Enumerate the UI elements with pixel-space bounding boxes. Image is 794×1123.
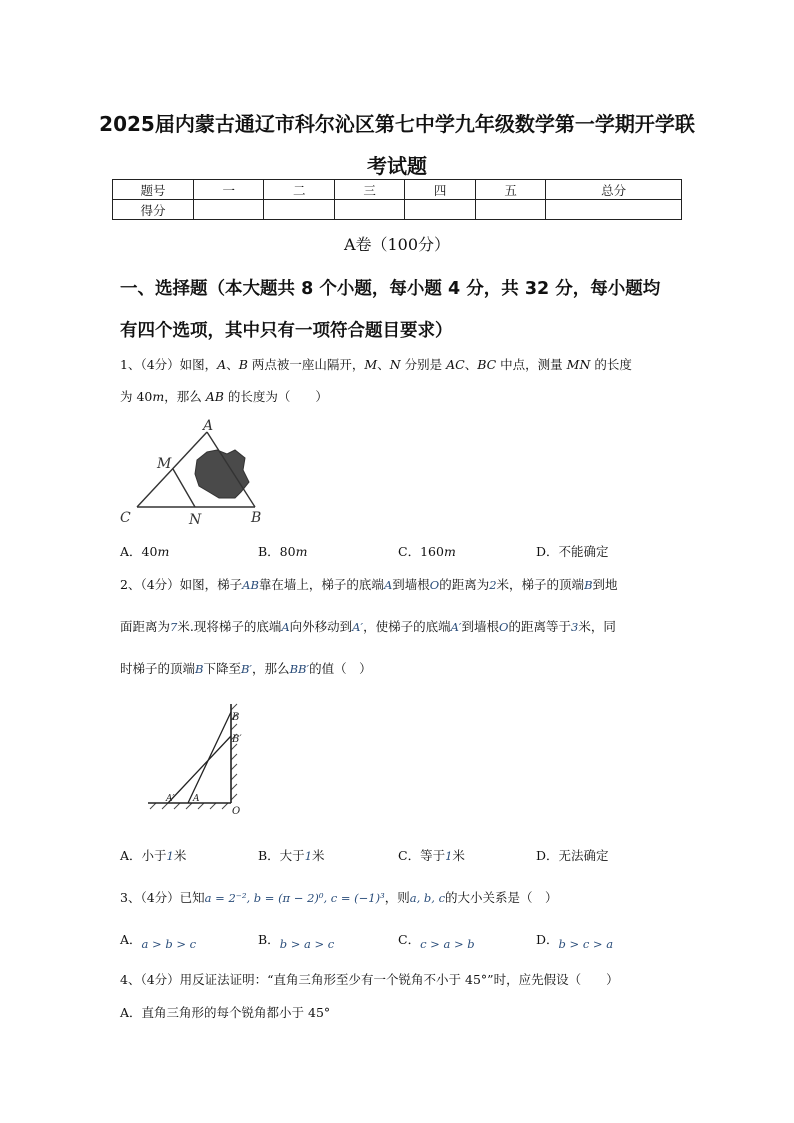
label-a: A bbox=[193, 794, 200, 804]
q2-text: 到墙根 bbox=[461, 619, 500, 634]
q1-var: M bbox=[364, 357, 378, 372]
q2-text: ，那么 bbox=[252, 661, 290, 676]
score-table-cell: 二 bbox=[264, 180, 334, 200]
question-2-line-3 bbox=[120, 659, 372, 677]
section-a-heading: A卷（100分） bbox=[343, 235, 451, 254]
q1-text: 、 bbox=[377, 357, 390, 372]
q1-var: AB bbox=[205, 389, 224, 404]
score-table-cell: 四 bbox=[405, 180, 475, 200]
q2-text: 向外移动到 bbox=[289, 619, 353, 634]
q2-option-c[interactable] bbox=[398, 846, 465, 864]
option-unit: m bbox=[295, 544, 308, 559]
q1-text: 、 bbox=[226, 357, 239, 372]
q3-text: ，则 bbox=[384, 890, 410, 905]
q1-option-d[interactable] bbox=[536, 542, 609, 560]
label-b: B bbox=[232, 712, 240, 723]
part-one-heading-cont: 有四个选项，其中只有一项符合题目要求） bbox=[120, 321, 453, 341]
q2-math: 3 bbox=[570, 620, 579, 634]
q2-option-b[interactable] bbox=[258, 846, 325, 864]
option-math: b > a > c bbox=[279, 937, 335, 951]
q1-figure-triangle-mountain bbox=[115, 412, 275, 530]
q1-text: 中点，测量 bbox=[496, 357, 567, 372]
score-table-header-row bbox=[113, 180, 682, 200]
label-m: M bbox=[157, 456, 172, 472]
score-table-cell: 三 bbox=[334, 180, 404, 200]
q2-text: 的值（ ） bbox=[309, 661, 372, 676]
option-math: a > b > c bbox=[141, 937, 197, 951]
ground-hatch bbox=[150, 803, 228, 809]
option-label: C．等于 bbox=[398, 848, 446, 863]
q2-math: A bbox=[281, 620, 290, 634]
q1-unit: m bbox=[152, 389, 165, 404]
q2-text: 到墙根 bbox=[392, 577, 430, 592]
q3-text: 3、（4分）已知 bbox=[120, 890, 205, 905]
q2-math: B′ bbox=[240, 662, 253, 676]
option-unit: m bbox=[443, 544, 456, 559]
q2-math: O bbox=[499, 620, 509, 634]
q1-var: B bbox=[238, 357, 248, 372]
midline-mn bbox=[173, 469, 195, 507]
q2-math: 7 bbox=[170, 620, 178, 634]
score-table-cell: 一 bbox=[194, 180, 264, 200]
label-o: O bbox=[232, 806, 241, 817]
q1-option-c[interactable] bbox=[398, 542, 456, 560]
q3-variables: a, b, c bbox=[409, 891, 446, 905]
q2-math: BB′ bbox=[289, 662, 310, 676]
q1-var: BC bbox=[477, 357, 497, 372]
q1-text: ，那么 bbox=[164, 389, 206, 404]
score-blank-cell bbox=[264, 200, 334, 220]
label-a: A bbox=[203, 418, 214, 434]
q3-option-b[interactable] bbox=[258, 930, 335, 951]
document-title: 2025届内蒙古通辽市科尔沁区第七中学九年级数学第一学期开学联 bbox=[99, 112, 695, 136]
q1-text: 两点被一座山隔开， bbox=[247, 357, 365, 372]
q1-text: 为 40 bbox=[120, 389, 153, 404]
document-title-cont: 考试题 bbox=[367, 154, 427, 178]
q1-text: 、 bbox=[464, 357, 478, 372]
q2-text: 米.现将梯子的底端 bbox=[177, 619, 282, 634]
option-math: 1 bbox=[445, 849, 453, 863]
q2-text: 的距离等于 bbox=[508, 619, 571, 634]
q2-math: A′ bbox=[352, 620, 364, 634]
q2-figure-ladder bbox=[128, 700, 258, 818]
question-4: 4、（4分）用反证法证明：“直角三角形至少有一个锐角不小于 45°”时，应先假设（ ） bbox=[120, 972, 619, 987]
score-blank-cell bbox=[194, 200, 264, 220]
q1-text: 的长度 bbox=[590, 357, 632, 372]
option-label: A． bbox=[120, 932, 142, 947]
question-3 bbox=[120, 888, 558, 906]
part-one-heading: 一、选择题（本大题共 8 个小题，每小题 4 分，共 32 分，每小题均 bbox=[120, 279, 661, 299]
option-label: D．不能确定 bbox=[536, 544, 609, 559]
question-2-line-1 bbox=[120, 575, 618, 593]
score-blank-cell bbox=[475, 200, 545, 220]
option-label: D． bbox=[536, 932, 559, 947]
option-math: 1 bbox=[304, 849, 313, 863]
option-label: B．大于 bbox=[258, 848, 305, 863]
question-1-line-2 bbox=[120, 387, 328, 405]
option-label: A．小于 bbox=[120, 848, 167, 863]
option-label: D．无法确定 bbox=[536, 848, 609, 863]
label-a-prime: A′ bbox=[166, 794, 175, 804]
option-text: 米 bbox=[173, 848, 187, 863]
score-blank-cell bbox=[334, 200, 404, 220]
q2-text: 下降至 bbox=[203, 661, 241, 676]
ladder-ab bbox=[188, 712, 231, 803]
score-table bbox=[112, 179, 682, 220]
option-math: c > a > b bbox=[420, 937, 475, 951]
q2-option-d[interactable] bbox=[536, 846, 609, 864]
q2-text: ，使梯子的底端 bbox=[363, 619, 451, 634]
q2-math: B bbox=[195, 662, 204, 676]
label-b: B bbox=[251, 510, 262, 526]
q1-var: N bbox=[389, 357, 401, 372]
q2-math: O bbox=[429, 578, 440, 592]
option-text: 米 bbox=[452, 848, 465, 863]
q1-var: A bbox=[217, 357, 227, 372]
option-text: 米 bbox=[312, 848, 325, 863]
q2-math: 2 bbox=[489, 578, 497, 592]
q2-text: 米，梯子的顶端 bbox=[496, 577, 585, 592]
q3-option-d[interactable] bbox=[536, 930, 614, 951]
question-1-line-1 bbox=[120, 355, 632, 373]
score-table-cell: 总分 bbox=[546, 180, 682, 200]
score-blank-cell bbox=[405, 200, 475, 220]
option-math: 1 bbox=[166, 849, 174, 863]
q1-option-b[interactable] bbox=[258, 542, 307, 560]
q3-option-c[interactable] bbox=[398, 930, 475, 951]
q1-option-a[interactable] bbox=[120, 542, 169, 560]
q2-math: A′ bbox=[450, 620, 462, 634]
score-blank-cell bbox=[546, 200, 682, 220]
option-label: A．40 bbox=[120, 544, 158, 559]
score-table-score-row bbox=[113, 200, 682, 220]
q1-text: 1、（4分）如图， bbox=[120, 357, 218, 372]
q2-math: B bbox=[584, 578, 593, 592]
q3-text: 的大小关系是（ ） bbox=[445, 890, 558, 905]
q1-var: AC bbox=[446, 357, 465, 372]
question-2-line-2 bbox=[120, 617, 616, 635]
q2-text: 2、（4分）如图，梯子 bbox=[120, 577, 243, 592]
q1-text: 的长度为（ ） bbox=[223, 389, 328, 404]
option-label: C． bbox=[398, 932, 421, 947]
ladder-apbp bbox=[168, 736, 231, 803]
mountain-shape bbox=[195, 450, 249, 498]
label-c: C bbox=[120, 510, 131, 526]
q1-text: 分别是 bbox=[400, 357, 447, 372]
score-table-cell: 五 bbox=[475, 180, 545, 200]
score-table-cell: 题号 bbox=[113, 180, 194, 200]
q2-text: 面距离为 bbox=[120, 619, 171, 634]
q2-text: 米，同 bbox=[578, 619, 616, 634]
q3-option-a[interactable] bbox=[120, 930, 197, 951]
q2-option-a[interactable] bbox=[120, 846, 186, 864]
score-table-cell: 得分 bbox=[113, 200, 194, 220]
option-label: B．80 bbox=[258, 544, 296, 559]
label-b-prime: B′ bbox=[232, 734, 242, 745]
q2-text: 靠在墙上，梯子的底端 bbox=[258, 577, 384, 592]
label-n: N bbox=[189, 512, 202, 528]
q3-expression: a = 2⁻², b = (π − 2)⁰, c = (−1)³ bbox=[204, 891, 385, 905]
q2-math: A bbox=[383, 578, 393, 592]
option-math: b > c > a bbox=[558, 937, 614, 951]
option-label: B． bbox=[258, 932, 280, 947]
q2-text: 到地 bbox=[592, 577, 618, 592]
option-unit: m bbox=[157, 544, 170, 559]
q2-math: AB bbox=[242, 578, 259, 592]
q4-option-a[interactable]: A．直角三角形的每个锐角都小于 45° bbox=[120, 1005, 331, 1020]
q2-text: 的距离为 bbox=[439, 577, 490, 592]
option-label: C．160 bbox=[398, 544, 444, 559]
q2-text: 时梯子的顶端 bbox=[120, 661, 196, 676]
q1-var: MN bbox=[566, 357, 591, 372]
